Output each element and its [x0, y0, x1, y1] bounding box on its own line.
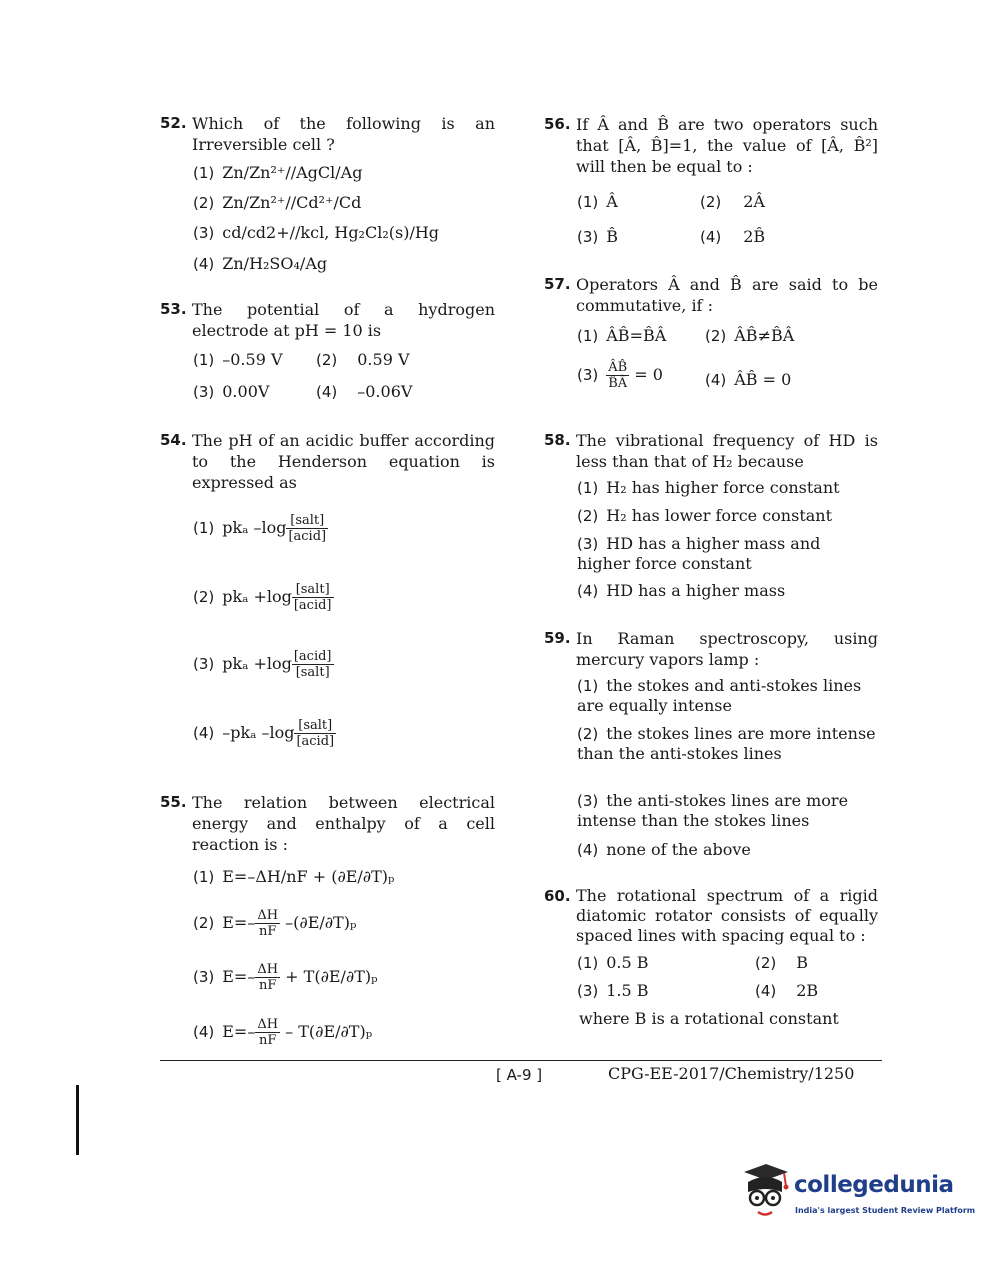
question-number: 53.	[160, 300, 187, 318]
option: (1) Zn/Zn²⁺//AgCl/Ag	[193, 163, 363, 182]
question-text: The rotational spectrum of a rigid diatomic rotator consists of equally spaced lines with spacing equal to :	[576, 886, 878, 945]
scan-edge-mark	[76, 1085, 79, 1155]
footer-divider	[160, 1060, 882, 1061]
option: (2) the stokes lines are more intense than the anti-stokes lines	[577, 724, 876, 763]
option: (1) E=–ΔH/nF + (∂E/∂T)ₚ	[193, 867, 395, 886]
question-number: 59.	[544, 629, 571, 647]
option: (4) E=– $\frac{\Delta H}{nF}$ – T(∂E/∂T)ₚ	[193, 1017, 373, 1048]
option: (4) –0.06V	[316, 382, 413, 401]
question-59	[544, 628, 878, 670]
question-54	[160, 430, 495, 493]
question-55	[160, 792, 495, 855]
option: (1) 0.5 B	[577, 953, 649, 972]
option: (2) 2Â	[700, 192, 765, 211]
question-text: The pH of an acidic buffer according to the Henderson equation is expressed as	[192, 431, 495, 492]
option: (1) the stokes and anti-stokes lines are equally intense	[577, 676, 862, 715]
option: (3) cd/cd2+//kcl, Hg₂Cl₂(s)/Hg	[193, 223, 440, 242]
page-number: [ A-9 ]	[496, 1066, 543, 1084]
option: (3) $\frac{ÂB̂}{B̂Â}$ = 0	[577, 360, 663, 391]
question-number: 54.	[160, 431, 187, 449]
question-text: If Â and B̂ are two operators such that [Â, B̂]=1, the value of [Â, B̂²] will then be equal to :	[576, 115, 878, 176]
logo-wordmark: collegedunia	[794, 1172, 954, 1198]
question-text: In Raman spectroscopy, using mercury vapors lamp :	[576, 629, 878, 669]
question-57	[544, 274, 878, 316]
option: (2) H₂ has lower force constant	[577, 506, 833, 525]
question-58	[544, 430, 878, 472]
option: (4) Zn/H₂SO₄/Ag	[193, 254, 328, 273]
question-note: where B is a rotational constant	[579, 1009, 839, 1028]
question-text: The potential of a hydrogen electrode at pH = 10 is	[192, 300, 495, 340]
option: (2) ÂB̂≠B̂Â	[705, 326, 795, 345]
question-text: The vibrational frequency of HD is less than that of H₂ because	[576, 431, 878, 471]
option: (4) –pkₐ –log $\frac{\text{[salt]}}{\text{[acid]}}$	[193, 718, 335, 749]
option: (1) pkₐ –log $\frac{\text{[salt]}}{\text{[acid]}}$	[193, 513, 327, 544]
option: (3) B̂	[577, 227, 619, 246]
question-text: Operators Â and B̂ are said to be commutative, if :	[576, 275, 878, 315]
question-53	[160, 299, 495, 341]
option: (3) the anti-stokes lines are more intense than the stokes lines	[577, 791, 849, 830]
paper-code: CPG-EE-2017/Chemistry/1250	[608, 1064, 855, 1083]
question-52	[160, 113, 495, 155]
option: (2) Zn/Zn²⁺//Cd²⁺/Cd	[193, 193, 362, 212]
option: (4) HD has a higher mass	[577, 581, 786, 600]
question-number: 56.	[544, 115, 571, 133]
option: (4) 2B̂	[700, 227, 766, 246]
option: (3) E=– $\frac{\Delta H}{nF}$ + T(∂E/∂T)ₚ	[193, 962, 378, 993]
question-56	[544, 114, 878, 177]
option: (2) B	[755, 953, 809, 972]
option: (1) –0.59 V	[193, 350, 283, 369]
question-text: Which of the following is an Irreversible cell ?	[192, 114, 495, 154]
option: (3) 0.00V	[193, 382, 270, 401]
option: (4) 2B	[755, 981, 819, 1000]
option: (1) H₂ has higher force constant	[577, 478, 840, 497]
option: (3) HD has a higher mass and higher force constant	[577, 534, 821, 573]
question-number: 60.	[544, 887, 571, 905]
mascot-icon	[738, 1162, 794, 1222]
option: (3) 1.5 B	[577, 981, 649, 1000]
question-text: The relation between electrical energy and enthalpy of a cell reaction is :	[192, 793, 495, 854]
option: (3) pkₐ +log $\frac{\text{[acid]}}{\text{[salt]}}$	[193, 649, 332, 680]
option: (1) Â	[577, 192, 618, 211]
question-number: 58.	[544, 431, 571, 449]
question-number: 52.	[160, 114, 187, 132]
question-60	[544, 886, 878, 946]
option: (4) ÂB̂ = 0	[705, 370, 792, 389]
option: (2) E=– $\frac{\Delta H}{nF}$ –(∂E/∂T)ₚ	[193, 908, 357, 939]
option: (2) pkₐ +log $\frac{\text{[salt]}}{\text{[acid]}}$	[193, 582, 332, 613]
collegedunia-logo[interactable]	[738, 1162, 976, 1226]
logo-tagline: India's largest Student Review Platform	[795, 1206, 976, 1215]
option: (4) none of the above	[577, 840, 751, 859]
question-number: 55.	[160, 793, 187, 811]
question-number: 57.	[544, 275, 571, 293]
option: (2) 0.59 V	[316, 350, 410, 369]
option: (1) ÂB̂=B̂Â	[577, 326, 667, 345]
